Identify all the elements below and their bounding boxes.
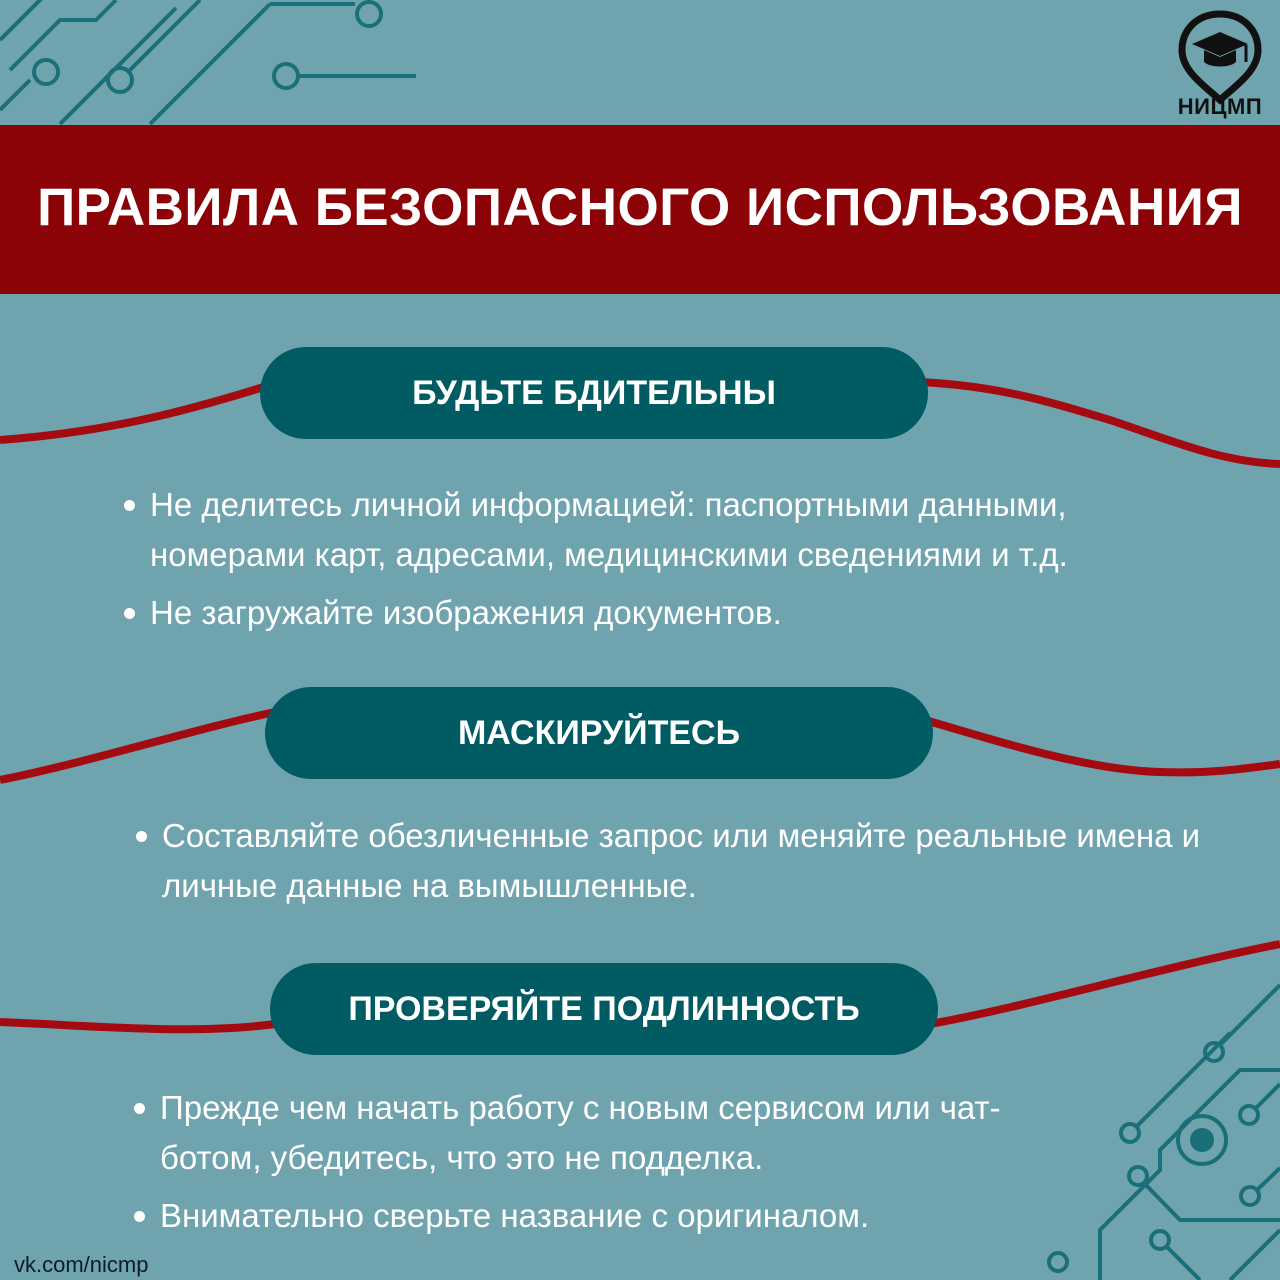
section-list-be-vigilant	[124, 480, 1224, 646]
section-heading-be-vigilant	[260, 347, 928, 439]
list-item-text: Составляйте обезличенные запрос или меняйте реальные имена и личные данные на вымышленные.	[162, 817, 1201, 904]
list-item	[134, 1083, 1040, 1183]
list-item-text: Не загружайте изображения документов.	[150, 594, 782, 631]
section-heading-verify-authenticity	[270, 963, 938, 1055]
list-item	[124, 480, 1220, 580]
circuit-pattern-bottom	[1049, 985, 1280, 1280]
circuit-pattern-top	[0, 0, 416, 124]
section-list-mask-yourself	[136, 811, 1206, 919]
page-title: ПРАВИЛА БЕЗОПАСНОГО ИСПОЛЬЗОВАНИЯ	[37, 178, 1243, 237]
section-list-verify-authenticity	[134, 1083, 1054, 1249]
list-item-text: Прежде чем начать работу с новым сервисом или чат-ботом, убедитесь, что это не подделка.	[160, 1089, 1001, 1176]
list-item	[134, 1191, 1054, 1241]
section-heading-label: МАСКИРУЙТЕСЬ	[457, 714, 741, 752]
logo-text: НИЦМП	[1177, 94, 1263, 119]
list-item-text: Внимательно сверьте название с оригиналом.	[160, 1197, 870, 1234]
footer-link[interactable]: vk.com/nicmp	[14, 1252, 149, 1277]
section-heading-mask-yourself	[265, 687, 933, 779]
section-heading-label: ПРОВЕРЯЙТЕ ПОДЛИННОСТЬ	[348, 990, 860, 1028]
list-item	[136, 811, 1202, 911]
list-item-text: Не делитесь личной информацией: паспортными данными, номерами карт, адресами, медицинскими сведениями и т.д.	[150, 486, 1068, 573]
list-item	[124, 588, 1224, 638]
section-heading-label: БУДЬТЕ БДИТЕЛЬНЫ	[412, 374, 776, 412]
